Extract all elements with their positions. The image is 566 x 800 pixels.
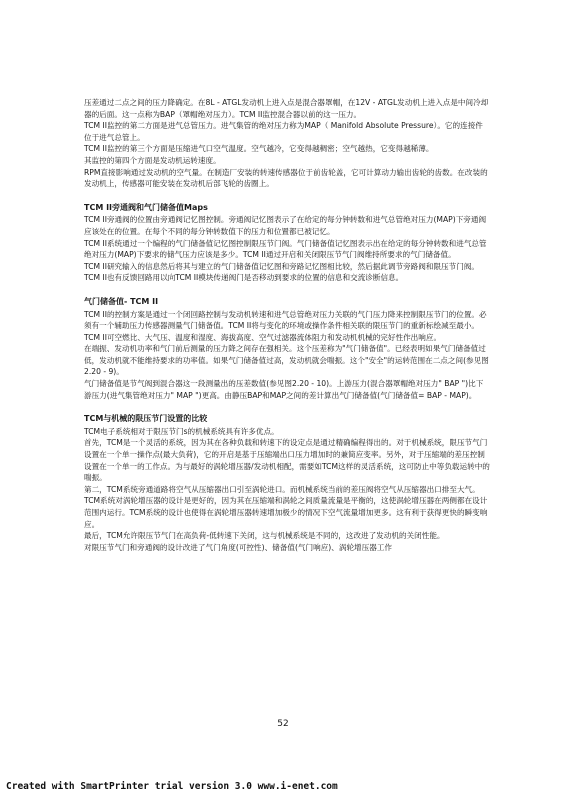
page-body [84, 97, 490, 553]
page-number: 52 [277, 719, 289, 729]
section-2-paragraph-2: 在端振、发动机功率和气门前后测量的压力降之间存在强相关。这个压差称为"气门储备值"。已经表明如果气门储备值过低，发动机就不能维持要求的功率值。如果气门储备值过高，发动机就会喘振。这个"安全"的运转范围在二点之间(参见图2.20 - 9)。 [84, 344, 489, 377]
section-3-paragraph-1: TCM电子系统相对于限压节门s的机械系统具有许多优点。 [84, 426, 279, 436]
intro-paragraph-1: 压差通过二点之间的压力降确定。在8L - ATGL发动机上进入点是混合器罩帽，在12V - ATGL发动机上进入点是中间冷却器的后面。这一点称为BAP（罩帽绝对压力）。TCM II监控混合器以前的这一压力。 [84, 98, 489, 119]
intro-paragraph-3: TCM II监控的第三个方面是压缩进气口空气温度。空气越冷，它变得越稠密；空气越热，它变得越稀薄。 [84, 144, 434, 154]
section-heading-bypass-maps: TCM II旁通阀和气门储备值Maps [84, 202, 208, 212]
intro-paragraph-2: TCM II监控的第二方面是进气总管压力。进气集管的绝对压力称为MAP（ Manifold Absolute Pressure）。它的连接件位于进气总管上。 [84, 121, 483, 142]
section-heading-comparison: TCM与机械的限压节门设置的比较 [84, 414, 208, 424]
section-3-paragraph-2: 首先，TCM是一个灵活的系统，因为其在各种负载和转速下的设定点是通过精确编程得出的。对于机械系统，限压节气门设置在一个单一操作点(最大负荷)，它的开启是基于压缩端出口压力增加时的兼简应变率。另外，对于压缩端的差压控制设置在一个单一的工作点。为与最好的涡轮增压器/发动机相配，需要如TCM这样的灵活系统，这可防止中等负载运转中的喘振。 [84, 438, 490, 483]
section-2-paragraph-1: TCM II的控制方案是通过一个闭回路控制与发动机转速和进气总管绝对压力关联的气门压力降来控制限压节门的位置。必须有一个辅助压力传感器测量气门储备值。TCM II将与变化的环境或操作条件相关联的限压节门的重新标绘减至最小。TCM II可空燃比、大气压、温度和湿度、海拔高度、空气过滤器流体阻力和发动机机械的完好性作出响应。 [84, 309, 487, 342]
section-1-paragraph-1: TCM II旁通阀的位置由旁通阀记忆图控制。旁通阀记忆图表示了在给定的每分钟转数和进气总管绝对压力(MAP)下旁通阀应该处在的位置。在每个不同的每分钟转数值下的压力和位置都已被记忆。 [84, 215, 487, 236]
intro-paragraph-4: 其监控的第四个方面是发动机运转速度。 [84, 155, 221, 165]
intro-paragraph-5: RPM直接影响通过发动机的空气量。在制造厂安装的转速传感器位于前齿轮盖，它可计算动力输出齿轮的齿数。在改装的发动机上，传感器可能安装在发动机后部飞轮的齿圈上。 [84, 167, 488, 189]
section-1-paragraph-3: TCM II研究输入的信息然后将其与建立的气门储备值记忆图和旁路记忆图相比较，然后据此调节旁路阀和限压节门阀。TCM II也有反馈回路用以向TCM II模块传递阀门是否移动到要求的位置的信息和交流诊断信息。 [84, 261, 480, 283]
watermark-footer: Created with SmartPrinter trial version 3.0 www.i-enet.com [6, 781, 338, 792]
section-3-paragraph-3: 第二，TCM系统旁通道路将空气从压缩器出口引至涡轮进口。而机械系统当前的差压阀将空气从压缩器出口排至大气。TCM系统对涡轮增压器的设计是更好的，因为其在压缩端和涡轮之间质量流量是平衡的，这使涡轮增压器在两侧都在设计范围内运行。TCM系统的设计也使得在涡轮增压器转速增加极少的情况下空气流量增加更多。这有利于获得更快的瞬变响应。 [84, 484, 488, 529]
section-heading-throttle-reserve: 气门储备值- TCM II [84, 296, 159, 306]
section-3-paragraph-5: 对限压节气门和旁通阀的设计改进了气门角度(可控性)、储备值(气门响应)、涡轮增压器工作 [84, 542, 393, 552]
section-3-paragraph-4: 最后，TCM允许限压节气门在高负荷-低转速下关闭，这与机械系统是不同的，这改进了发动机的关闭性能。 [84, 531, 445, 541]
section-1-paragraph-2: TCM II系统通过一个编程的气门储备值记忆图控制限压节门阀。气门储备值记忆图表示出在给定的每分钟转数和进气总管绝对压力(MAP)下要求的储气压力应该是多少。TCM II通过开启和关闭限压节气门阀维持所要求的气门储备值。 [84, 238, 487, 260]
section-2-paragraph-3: 气门储备值是节气阀到混合器这一段测量出的压差数值(参见图2.20 - 10)。上游压力(混合器罩帽绝对压力" BAP ")比下游压力(进气集管绝对压力" MAP ")更高。由静压BAP和MAP之间的差计算出气门储备值(气门储备值= BAP - MAP)。 [84, 379, 484, 400]
